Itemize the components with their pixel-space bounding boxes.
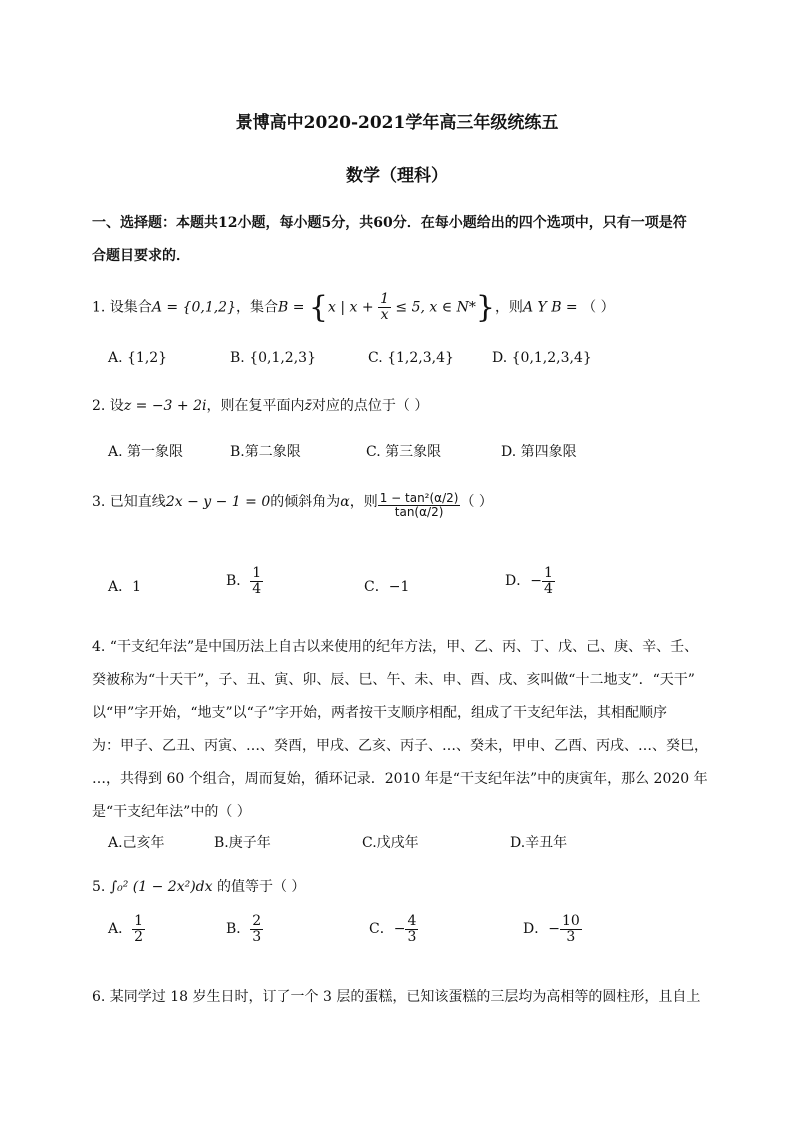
q1-prefix: 1. 设集合	[92, 299, 152, 316]
q4-line-2: 癸被称为“十天干”，子、丑、寅、卯、辰、巳、午、未、申、酉、戌、亥叫做“十二地支”．“天干”	[92, 672, 695, 688]
q3-option-d	[505, 566, 555, 596]
q5-a-den: 2	[134, 928, 144, 945]
q3-option-a: A．1	[108, 579, 142, 595]
q1-set-b-left: B =	[278, 299, 309, 316]
q2-option-a: A. 第一象限	[108, 444, 184, 460]
q4-line-6: 是“干支纪年法”中的（ ）	[92, 804, 251, 820]
question-1	[92, 290, 615, 325]
q1-option-c: C. {1,2,3,4}	[368, 350, 454, 366]
q3-frac-num: 1 − tan²(α/2)	[379, 491, 459, 505]
q5-option-d-label: D．−	[523, 921, 560, 938]
q3-d-den: 4	[543, 580, 553, 597]
q1-set-b-inner-post: ≤ 5, x ∈ N*	[390, 299, 476, 316]
q2-suffix: 对应的点位于（ ）	[311, 398, 429, 414]
q5-prefix: 5.	[92, 879, 106, 895]
section-instruction-line2: 合题目要求的．	[92, 248, 190, 264]
q4-option-d: D.辛丑年	[510, 835, 568, 851]
q1-suffix: = （ ）	[561, 299, 615, 316]
q3-then: ，则	[349, 494, 378, 511]
exam-title: 景博高中2020-2021学年高三年级统练五	[235, 113, 559, 133]
q1-expr: A Y B	[522, 299, 562, 316]
q5-option-a	[108, 914, 145, 944]
q3-suffix: （ ）	[460, 494, 493, 511]
q3-option-c: C．−1	[364, 579, 410, 595]
q5-integral: ∫₀² (1 − 2x²)dx	[109, 879, 213, 895]
q3-mid: 的倾斜角为	[270, 494, 341, 511]
q3-option-d-label: D．−	[505, 573, 542, 590]
q5-option-d	[523, 914, 582, 944]
q5-option-b-label: B．	[226, 921, 251, 938]
q3-expr: 2x − y − 1 = 0	[165, 494, 271, 511]
q5-option-b	[226, 914, 263, 944]
q1-option-d: D. {0,1,2,3,4}	[492, 350, 592, 366]
q2-option-b: B.第二象限	[230, 444, 301, 460]
q1-suffix-pre: ，则	[494, 299, 523, 316]
q5-a-num: 1	[134, 913, 144, 929]
q4-option-c: C.戊戌年	[362, 835, 419, 851]
q5-b-num: 2	[252, 913, 262, 929]
q5-d-den: 3	[566, 928, 576, 945]
q5-option-b-fraction	[250, 914, 263, 944]
q2-zbar: z̄	[304, 398, 312, 414]
q1-option-b: B. {0,1,2,3}	[230, 350, 316, 366]
q3-option-d-fraction	[542, 566, 555, 596]
q3-prefix: 3. 已知直线	[92, 494, 166, 511]
left-brace: {	[308, 290, 329, 325]
q4-option-a: A.己亥年	[108, 835, 165, 851]
q5-suffix: 的值等于（ ）	[212, 879, 306, 895]
q5-b-den: 3	[252, 928, 262, 945]
q1-set-b-inner-pre: x | x +	[328, 299, 379, 316]
q3-fraction	[378, 492, 461, 518]
q2-option-d: D. 第四象限	[501, 444, 577, 460]
q4-option-b: B.庚子年	[214, 835, 271, 851]
q4-line-4: 为：甲子、乙丑、丙寅、…、癸酉，甲戌、乙亥、丙子、…、癸未，甲申、乙酉、丙戌、…、癸巳，	[92, 738, 708, 754]
q5-option-c	[369, 914, 418, 944]
q5-c-den: 3	[407, 928, 417, 945]
right-brace: }	[475, 290, 495, 325]
section-instruction-line1: 一、选择题：本题共12小题，每小题5分，共60分．在每小题给出的四个选项中，只有一项是符	[92, 215, 687, 231]
q3-option-b-fraction	[250, 566, 263, 596]
question-3	[92, 486, 493, 518]
q3-option-b	[226, 566, 263, 596]
q4-line-1: 4. “干支纪年法”是中国历法上自古以来使用的纪年方法，甲、乙、丙、丁、戊、己、庚、辛、壬、	[92, 639, 699, 655]
q5-option-a-label: A．	[108, 921, 133, 938]
q6-line-1: 6. 某同学过 18 岁生日时，订了一个 3 层的蛋糕，已知该蛋糕的三层均为高相等的圆柱形，且自上	[92, 989, 701, 1005]
q3-b-den: 4	[252, 580, 262, 597]
q2-expr: z = −3 + 2i	[123, 398, 207, 414]
q1-set-a: A = {0,1,2}	[151, 299, 236, 316]
q5-option-c-label: C．−	[369, 921, 406, 938]
q3-frac-den: tan(α/2)	[394, 504, 444, 519]
q3-option-b-label: B．	[226, 573, 251, 590]
q3-d-num: 1	[543, 565, 553, 581]
q2-option-c: C. 第三象限	[366, 444, 442, 460]
q1-frac-num: 1	[380, 291, 389, 308]
q5-option-c-fraction	[405, 914, 418, 944]
question-5	[92, 876, 305, 896]
q1-frac-den: x	[380, 307, 389, 323]
exam-subtitle: 数学（理科）	[346, 166, 448, 186]
q5-c-num: 4	[407, 913, 417, 929]
q2-mid: ，则在复平面内	[206, 398, 305, 414]
question-2	[92, 395, 428, 415]
q4-line-3: 以“甲”字开始，“地支”以“子”字开始，两者按干支顺序相配，组成了干支纪年法，其相配顺序	[92, 705, 667, 721]
q1-fraction	[378, 292, 391, 322]
q3-alpha: α	[340, 494, 350, 511]
q2-prefix: 2. 设	[92, 398, 124, 414]
q5-option-d-fraction	[560, 914, 582, 944]
q3-b-num: 1	[252, 565, 262, 581]
q5-d-num: 10	[561, 913, 580, 929]
q1-mid: ，集合	[236, 299, 278, 316]
q4-line-5: …，共得到 60 个组合，周而复始，循环记录．2010 年是“干支纪年法”中的庚寅年，那么 2020 年	[92, 771, 708, 787]
q5-option-a-fraction	[132, 914, 145, 944]
q1-option-a: A. {1,2}	[108, 350, 168, 366]
